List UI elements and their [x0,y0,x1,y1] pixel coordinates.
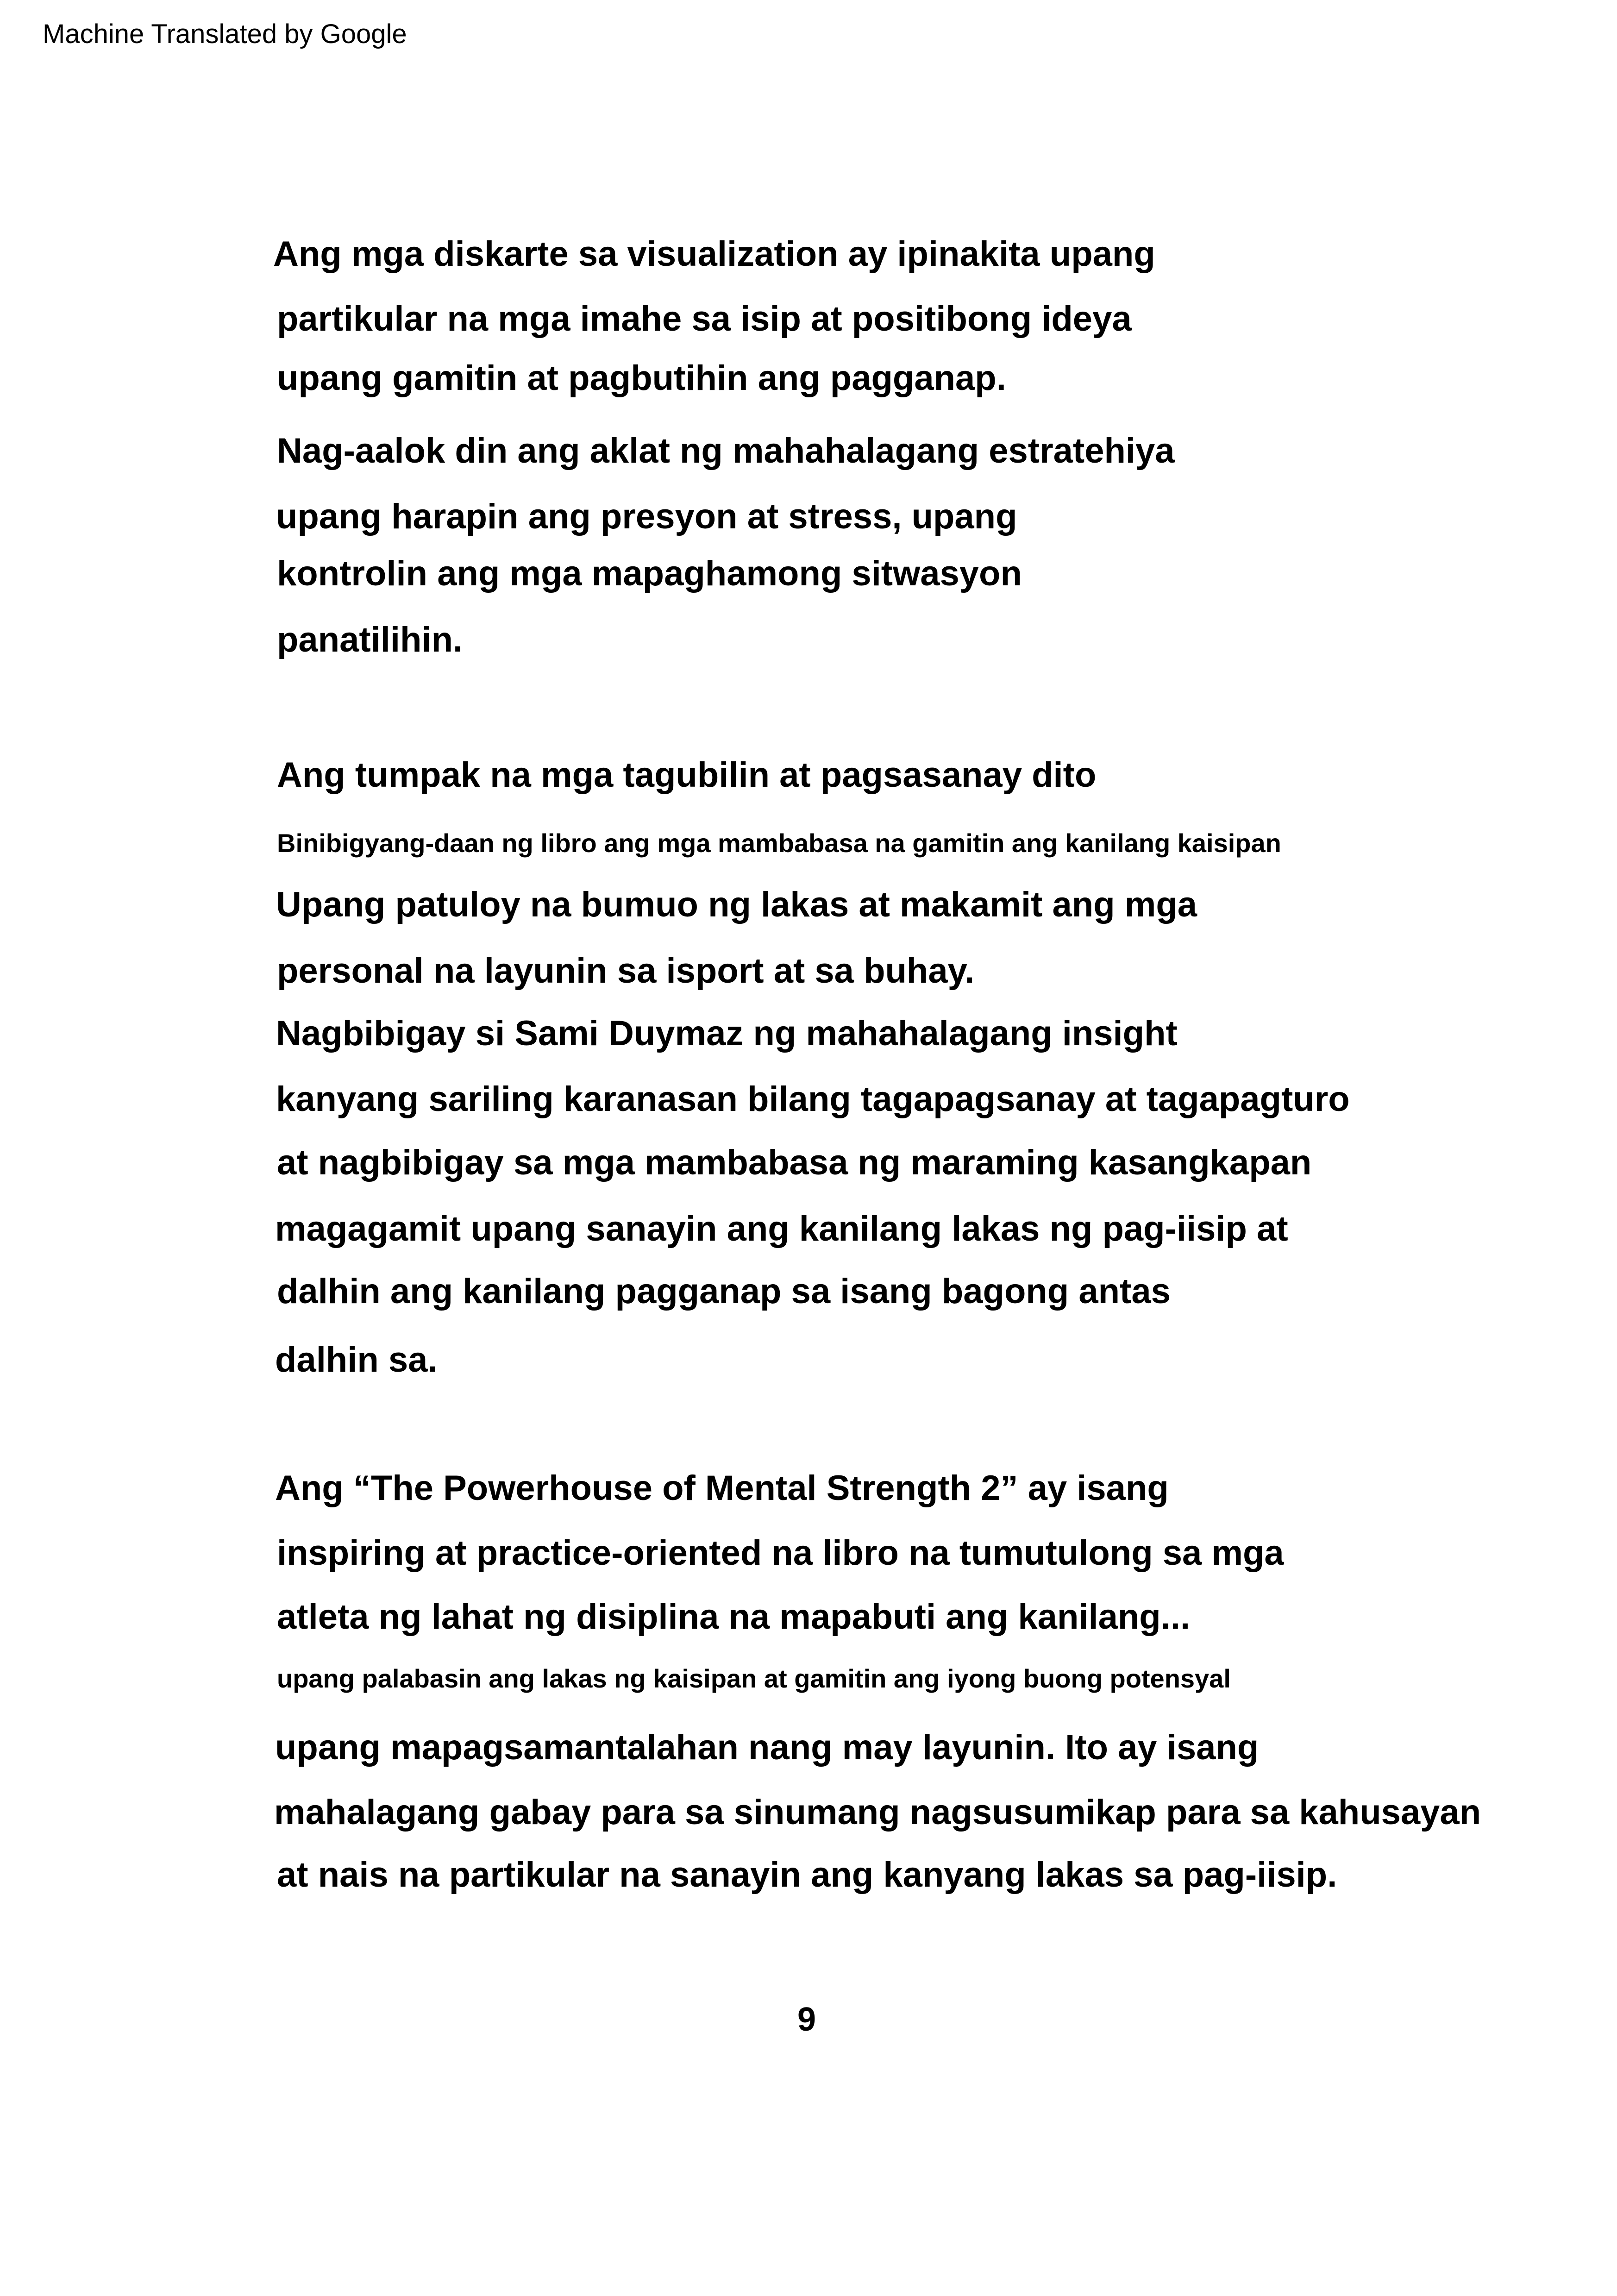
text-line: dalhin sa. [275,1340,438,1380]
text-line: atleta ng lahat ng disiplina na mapabuti ang kanilang... [277,1597,1191,1637]
text-line: Upang patuloy na bumuo ng lakas at makamit ang mga [276,885,1197,924]
page-number: 9 [797,2001,816,2038]
text-line: magagamit upang sanayin ang kanilang lakas ng pag-iisip at [275,1209,1288,1248]
text-line: upang mapagsamantalahan nang may layunin. Ito ay isang [275,1728,1259,1767]
text-line: inspiring at practice-oriented na libro na tumutulong sa mga [277,1533,1284,1573]
text-line: panatilihin. [277,620,463,659]
text-line: upang gamitin at pagbutihin ang pagganap. [277,358,1006,398]
text-line: Ang “The Powerhouse of Mental Strength 2” ay isang [275,1468,1169,1508]
text-line: Nagbibigay si Sami Duymaz ng mahahalagang insight [276,1014,1178,1053]
text-line: kontrolin ang mga mapaghamong sitwasyon [277,554,1022,593]
text-line: upang palabasin ang lakas ng kaisipan at gamitin ang iyong buong potensyal [277,1664,1231,1693]
text-line: Nag-aalok din ang aklat ng mahahalagang estratehiya [277,431,1175,470]
text-line: Ang tumpak na mga tagubilin at pagsasanay dito [277,755,1097,795]
text-line: mahalagang gabay para sa sinumang nagsusumikap para sa kahusayan [274,1793,1481,1832]
text-line: personal na layunin sa isport at sa buhay. [277,951,975,991]
text-line: Ang mga diskarte sa visualization ay ipinakita upang [273,234,1155,274]
text-line: Binibigyang-daan ng libro ang mga mambabasa na gamitin ang kanilang kaisipan [277,828,1281,858]
text-line: at nais na partikular na sanayin ang kanyang lakas sa pag-iisip. [277,1855,1337,1895]
machine-translation-notice: Machine Translated by Google [43,19,407,49]
text-line: at nagbibigay sa mga mambabasa ng maraming kasangkapan [277,1143,1312,1182]
text-line: partikular na mga imahe sa isip at positibong ideya [277,299,1132,339]
text-line: kanyang sariling karanasan bilang tagapagsanay at tagapagturo [276,1079,1350,1119]
text-line: upang harapin ang presyon at stress, upang [276,497,1017,536]
text-line: dalhin ang kanilang pagganap sa isang bagong antas [277,1272,1171,1311]
